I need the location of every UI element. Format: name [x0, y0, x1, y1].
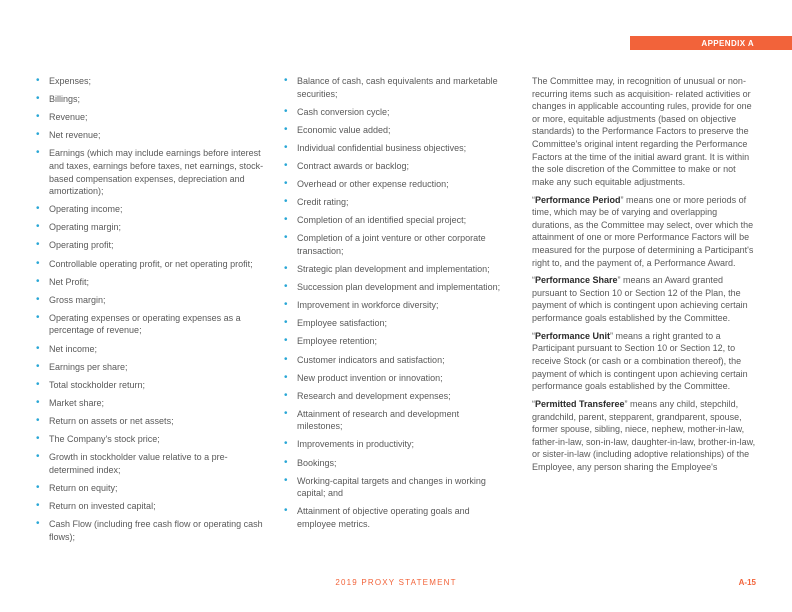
- list-item: [36, 276, 264, 289]
- performance-factor-list-1: [36, 75, 264, 543]
- list-item-text: Earnings (which may include earnings before interest and taxes, earnings before taxes, net earnings, stock-based compensation expenses, depreciation and amortization);: [49, 148, 264, 197]
- list-item: [284, 438, 504, 451]
- appendix-label: APPENDIX A: [701, 38, 754, 48]
- definition-text: means an Award granted pursuant to Section 10 or Section 12 of the Plan, the payment of which is contingent upon achieving certain performance goals established by the Committee.: [532, 275, 748, 324]
- definition-paragraph: [532, 274, 758, 324]
- bullet-icon: •: [284, 371, 288, 383]
- list-item: [284, 317, 504, 330]
- appendix-banner: [630, 36, 792, 50]
- list-item: [284, 232, 504, 257]
- bullet-icon: •: [36, 293, 40, 305]
- list-item: [36, 203, 264, 216]
- bullet-icon: •: [284, 141, 288, 153]
- list-item: [36, 111, 264, 124]
- list-item-text: Total stockholder return;: [49, 379, 146, 390]
- list-item-text: Attainment of research and development milestones;: [297, 408, 460, 432]
- list-item: [284, 263, 504, 276]
- list-item-text: Balance of cash, cash equivalents and marketable securities;: [297, 76, 498, 99]
- list-item: [36, 294, 264, 307]
- list-item-text: The Company's stock price;: [49, 433, 160, 444]
- list-item: [284, 390, 504, 403]
- list-item: [284, 475, 504, 500]
- list-item-text: Improvements in productivity;: [297, 439, 415, 450]
- list-item-text: Attainment of objective operating goals and employee metrics.: [297, 506, 470, 529]
- list-item-text: Growth in stockholder value relative to a pre-determined index;: [49, 452, 228, 475]
- definitions-list: [532, 194, 758, 474]
- list-item-text: Net income;: [49, 343, 98, 354]
- definition-paragraph: [532, 330, 758, 393]
- list-item-text: Return on equity;: [49, 482, 118, 493]
- list-item-text: Bookings;: [297, 457, 337, 468]
- bullet-icon: •: [36, 111, 40, 123]
- bullet-icon: •: [36, 499, 40, 511]
- list-item-text: Succession plan development and implementation;: [297, 282, 501, 293]
- bullet-icon: •: [36, 360, 40, 372]
- list-item: [36, 482, 264, 495]
- list-item-text: Operating profit;: [49, 240, 114, 251]
- list-item: [36, 500, 264, 513]
- list-item-text: Return on invested capital;: [49, 500, 156, 511]
- bullet-icon: •: [284, 407, 288, 419]
- list-item-text: Return on assets or net assets;: [49, 415, 174, 426]
- quote-open: “: [532, 275, 535, 286]
- definition-text: means any child, stepchild, grandchild, parent, stepparent, grandparent, spouse, former spouse, sibling, niece, nephew, mother-in-law, father-in-law, son-in-law, daughter-in-law, brother-in-law, or sister-in-law (including adoptive relationships) of the Employee, any person sharing the Employee's: [532, 399, 756, 472]
- list-item-text: Improvement in workforce diversity;: [297, 300, 439, 311]
- bullet-icon: •: [36, 481, 40, 493]
- bullet-icon: •: [284, 299, 288, 311]
- bullet-icon: •: [36, 221, 40, 233]
- bullet-icon: •: [284, 438, 288, 450]
- list-item-text: Credit rating;: [297, 197, 349, 208]
- list-item-text: Working-capital targets and changes in working capital; and: [297, 475, 486, 499]
- list-item: [284, 299, 504, 312]
- quote-close: ”: [620, 194, 624, 205]
- bullet-icon: •: [284, 281, 288, 293]
- bullet-icon: •: [36, 129, 40, 141]
- list-item: [36, 451, 264, 476]
- list-item-text: Employee retention;: [297, 336, 378, 347]
- list-item: [36, 147, 264, 197]
- list-item: [36, 239, 264, 252]
- list-item-text: Research and development expenses;: [297, 390, 451, 401]
- list-item-text: New product invention or innovation;: [297, 372, 443, 383]
- list-item-text: Market share;: [49, 397, 105, 408]
- bullet-icon: •: [36, 451, 40, 463]
- list-item: [284, 505, 504, 530]
- bullet-icon: •: [36, 378, 40, 390]
- bullet-icon: •: [36, 147, 40, 159]
- list-item-text: Customer indicators and satisfaction;: [297, 354, 445, 365]
- list-item-text: Revenue;: [49, 112, 88, 123]
- bullet-icon: •: [36, 432, 40, 444]
- list-item: [36, 75, 264, 88]
- bullet-icon: •: [284, 317, 288, 329]
- list-item: [284, 106, 504, 119]
- footer-title: 2019 PROXY STATEMENT: [335, 578, 457, 587]
- list-item: [284, 196, 504, 209]
- bullet-icon: •: [284, 214, 288, 226]
- list-item: [284, 75, 504, 100]
- adjustments-paragraph: The Committee may, in recognition of unusual or non-recurring items such as acquisition- related activities or changes in applicable accounting rules, provide for one or more, equitable adjustments (based on objective standards) to the Performance Factors to preserve the Committee's original intent regarding the Performance Factors at the time of the initial award grant. It is within the sole discretion of the Committee to make or not make any such equitable adjustments.: [532, 76, 752, 187]
- list-item: [284, 457, 504, 470]
- defined-term: Performance Period: [535, 194, 621, 205]
- list-item: [36, 258, 264, 271]
- column-left: [36, 75, 264, 549]
- column-right: [532, 75, 758, 479]
- bullet-icon: •: [36, 414, 40, 426]
- list-item-text: Gross margin;: [49, 294, 106, 305]
- bullet-icon: •: [36, 93, 40, 105]
- list-item: [36, 343, 264, 356]
- definition-text: means one or more periods of time, which may be of varying and overlapping durations, as the Committee may select, over which the attainment of one or more Performance Factors will be measured for the purpose of determining a Participant's right to, and the payment of, a Performance Award.: [532, 194, 754, 268]
- quote-close: ”: [610, 330, 614, 341]
- bullet-icon: •: [36, 342, 40, 354]
- quote-open: “: [532, 330, 535, 341]
- list-item-text: Billings;: [49, 94, 81, 105]
- list-item: [36, 433, 264, 446]
- list-item-text: Net Profit;: [49, 276, 90, 287]
- bullet-icon: •: [284, 389, 288, 401]
- quote-open: “: [532, 194, 535, 205]
- list-item: [284, 124, 504, 137]
- list-item: [36, 397, 264, 410]
- bullet-icon: •: [284, 335, 288, 347]
- list-item: [284, 142, 504, 155]
- bullet-icon: •: [36, 311, 40, 323]
- list-item-text: Operating margin;: [49, 222, 122, 233]
- list-item: [36, 379, 264, 392]
- list-item-text: Completion of an identified special project;: [297, 215, 467, 226]
- defined-term: Performance Unit: [535, 330, 611, 341]
- bullet-icon: •: [36, 257, 40, 269]
- list-item-text: Operating income;: [49, 204, 123, 215]
- list-item: [284, 214, 504, 227]
- page-number: A-15: [738, 578, 756, 587]
- defined-term: Permitted Transferee: [535, 399, 625, 409]
- bullet-icon: •: [36, 75, 40, 86]
- list-item: [36, 415, 264, 428]
- list-item: [284, 372, 504, 385]
- list-item-text: Overhead or other expense reduction;: [297, 179, 449, 190]
- bullet-icon: •: [284, 232, 288, 244]
- list-item-text: Cash conversion cycle;: [297, 106, 390, 117]
- page-footer: [0, 578, 792, 590]
- bullet-icon: •: [284, 456, 288, 468]
- list-item: [36, 221, 264, 234]
- list-item-text: Operating expenses or operating expenses as a percentage of revenue;: [49, 312, 241, 336]
- list-item: [36, 93, 264, 106]
- list-item: [284, 335, 504, 348]
- bullet-icon: •: [36, 517, 40, 529]
- list-item: [36, 129, 264, 142]
- performance-factor-list-2: [284, 75, 504, 531]
- list-item-text: Controllable operating profit, or net operating profit;: [49, 258, 253, 269]
- definition-text: means a right granted to a Participant pursuant to Section 10 or Section 12, to receive Stock (or cash or a combination thereof), the payment of which is contingent upon achieving certain performance goals established by the Committee.: [532, 330, 748, 392]
- list-item-text: Employee satisfaction;: [297, 318, 388, 329]
- list-item: [36, 361, 264, 374]
- bullet-icon: •: [284, 105, 288, 117]
- bullet-icon: •: [284, 159, 288, 171]
- list-item-text: Strategic plan development and implementation;: [297, 264, 490, 275]
- quote-close: ”: [624, 399, 628, 409]
- list-item: [36, 518, 264, 543]
- list-item: [284, 281, 504, 294]
- defined-term: Performance Share: [535, 275, 618, 286]
- list-item-text: Cash Flow (including free cash flow or operating cash flows);: [49, 518, 263, 542]
- bullet-icon: •: [36, 396, 40, 408]
- bullet-icon: •: [284, 196, 288, 208]
- list-item-text: Net revenue;: [49, 130, 101, 141]
- list-item-text: Earnings per share;: [49, 361, 128, 372]
- quote-open: “: [532, 399, 535, 409]
- list-item: [284, 354, 504, 367]
- list-item-text: Contract awards or backlog;: [297, 160, 410, 171]
- bullet-icon: •: [284, 178, 288, 190]
- list-item-text: Economic value added;: [297, 124, 391, 135]
- list-item-text: Expenses;: [49, 76, 92, 86]
- quote-close: ”: [617, 275, 621, 286]
- list-item: [284, 408, 504, 433]
- bullet-icon: •: [284, 353, 288, 365]
- bullet-icon: •: [284, 263, 288, 275]
- column-middle: [284, 75, 504, 536]
- bullet-icon: •: [284, 75, 288, 86]
- bullet-icon: •: [284, 505, 288, 517]
- bullet-icon: •: [284, 123, 288, 135]
- list-item: [284, 178, 504, 191]
- bullet-icon: •: [284, 474, 288, 486]
- bullet-icon: •: [36, 275, 40, 287]
- bullet-icon: •: [36, 239, 40, 251]
- list-item-text: Completion of a joint venture or other corporate transaction;: [297, 233, 486, 256]
- list-item: [284, 160, 504, 173]
- list-item: [36, 312, 264, 337]
- definition-paragraph: [532, 194, 758, 270]
- bullet-icon: •: [36, 203, 40, 215]
- definition-paragraph: [532, 398, 758, 474]
- list-item-text: Individual confidential business objectives;: [297, 142, 467, 153]
